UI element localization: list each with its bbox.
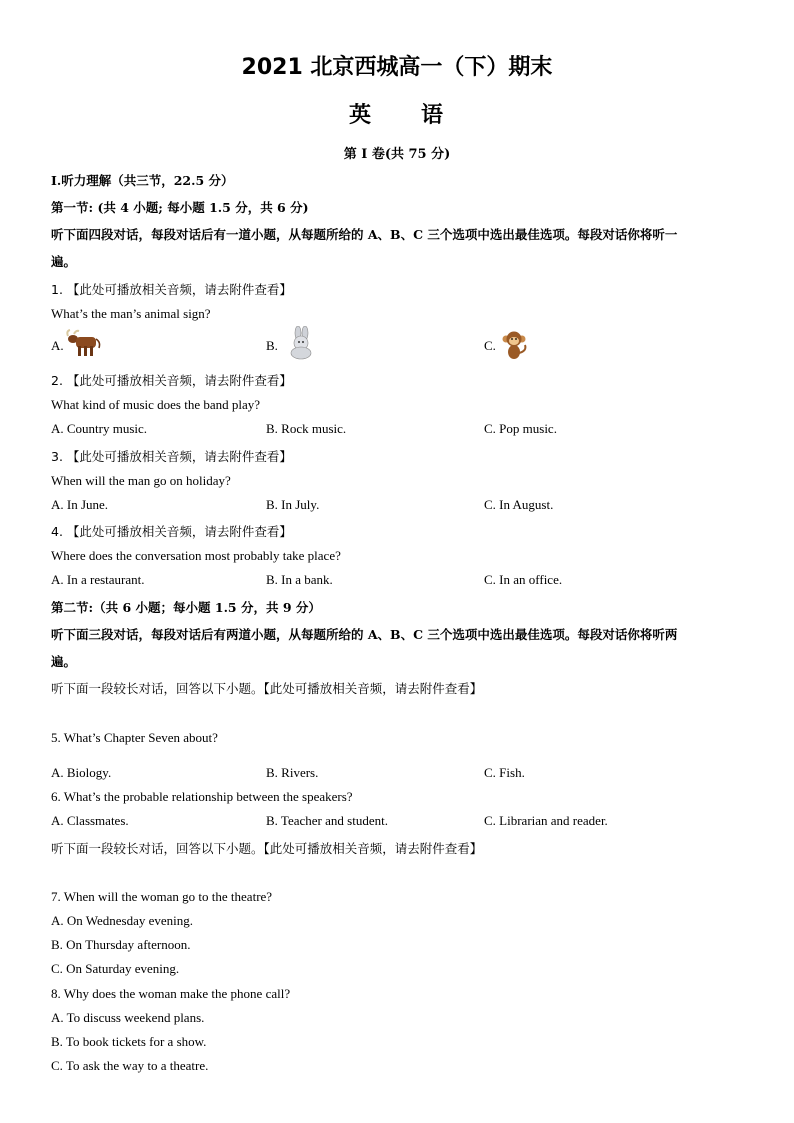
question-3-label: 3. 【此处可播放相关音频，请去附件查看】 bbox=[51, 449, 292, 464]
q2-option-b: B. Rock music. bbox=[266, 421, 347, 436]
q5-option-c: C. Fish. bbox=[484, 765, 525, 780]
q1-option-c: C. bbox=[484, 338, 496, 353]
section2-heading: 第二节:（共 6 小题；每小题 1.5 分，共 9 分） bbox=[51, 600, 321, 615]
q6-option-a: A. Classmates. bbox=[51, 813, 129, 828]
section2-instruction: 听下面三段对话，每段对话后有两道小题，从每题所给的 A、B、C 三个选项中选出最佳选项。每段对话你将听两 bbox=[51, 627, 678, 642]
q3-option-a: A. In June. bbox=[51, 497, 109, 512]
section1-heading: 第一节: (共 4 小题; 每小题 1.5 分，共 6 分) bbox=[51, 200, 309, 215]
ox-icon bbox=[64, 328, 102, 358]
volume-heading: 第 I 卷(共 75 分) bbox=[343, 147, 451, 162]
q3-option-c: C. In August. bbox=[484, 497, 554, 512]
monkey-icon bbox=[499, 329, 529, 361]
q3-option-b: B. In July. bbox=[266, 497, 320, 512]
q7-option-b: B. On Thursday afternoon. bbox=[51, 937, 191, 952]
question-4-text: Where does the conversation most probably take place? bbox=[51, 548, 341, 563]
question-7-text: 7. When will the woman go to the theatre? bbox=[51, 889, 273, 904]
question-4-label: 4. 【此处可播放相关音频，请去附件查看】 bbox=[51, 524, 292, 539]
q6-option-c: C. Librarian and reader. bbox=[484, 813, 608, 828]
long-dialog-1-instruction: 听下面一段较长对话，回答以下小题。【此处可播放相关音频，请去附件查看】 bbox=[51, 681, 483, 696]
question-1-label: 1. 【此处可播放相关音频，请去附件查看】 bbox=[51, 282, 292, 297]
long-dialog-2-instruction: 听下面一段较长对话，回答以下小题。【此处可播放相关音频，请去附件查看】 bbox=[51, 841, 483, 856]
question-2-text: What kind of music does the band play? bbox=[51, 397, 261, 412]
q5-option-b: B. Rivers. bbox=[266, 765, 319, 780]
q7-option-c: C. On Saturday evening. bbox=[51, 961, 180, 976]
q5-option-a: A. Biology. bbox=[51, 765, 112, 780]
q1-option-b: B. bbox=[266, 338, 278, 353]
part-heading: I.听力理解（共三节，22.5 分） bbox=[51, 173, 234, 188]
q6-option-b: B. Teacher and student. bbox=[266, 813, 388, 828]
page-title: 2021 北京西城高一（下）期末 bbox=[241, 55, 553, 80]
question-1-text: What’s the man’s animal sign? bbox=[51, 306, 211, 321]
q8-option-c: C. To ask the way to a theatre. bbox=[51, 1058, 209, 1073]
q1-option-a: A. bbox=[51, 338, 64, 353]
question-8-text: 8. Why does the woman make the phone call? bbox=[51, 986, 291, 1001]
section1-instruction-cont: 遍。 bbox=[51, 254, 77, 269]
q4-option-a: A. In a restaurant. bbox=[51, 572, 145, 587]
question-3-text: When will the man go on holiday? bbox=[51, 473, 231, 488]
rabbit-icon bbox=[284, 326, 320, 360]
question-6-text: 6. What’s the probable relationship between the speakers? bbox=[51, 789, 353, 804]
section2-instruction-cont: 遍。 bbox=[51, 654, 77, 669]
q7-option-a: A. On Wednesday evening. bbox=[51, 913, 194, 928]
subject-title: 英 语 bbox=[348, 103, 445, 128]
q2-option-c: C. Pop music. bbox=[484, 421, 557, 436]
q2-option-a: A. Country music. bbox=[51, 421, 148, 436]
question-2-label: 2. 【此处可播放相关音频，请去附件查看】 bbox=[51, 373, 292, 388]
q8-option-b: B. To book tickets for a show. bbox=[51, 1034, 207, 1049]
q4-option-b: B. In a bank. bbox=[266, 572, 333, 587]
section1-instruction: 听下面四段对话，每段对话后有一道小题，从每题所给的 A、B、C 三个选项中选出最佳选项。每段对话你将听一 bbox=[51, 227, 678, 242]
q8-option-a: A. To discuss weekend plans. bbox=[51, 1010, 205, 1025]
question-5-text: 5. What’s Chapter Seven about? bbox=[51, 730, 218, 745]
q4-option-c: C. In an office. bbox=[484, 572, 563, 587]
